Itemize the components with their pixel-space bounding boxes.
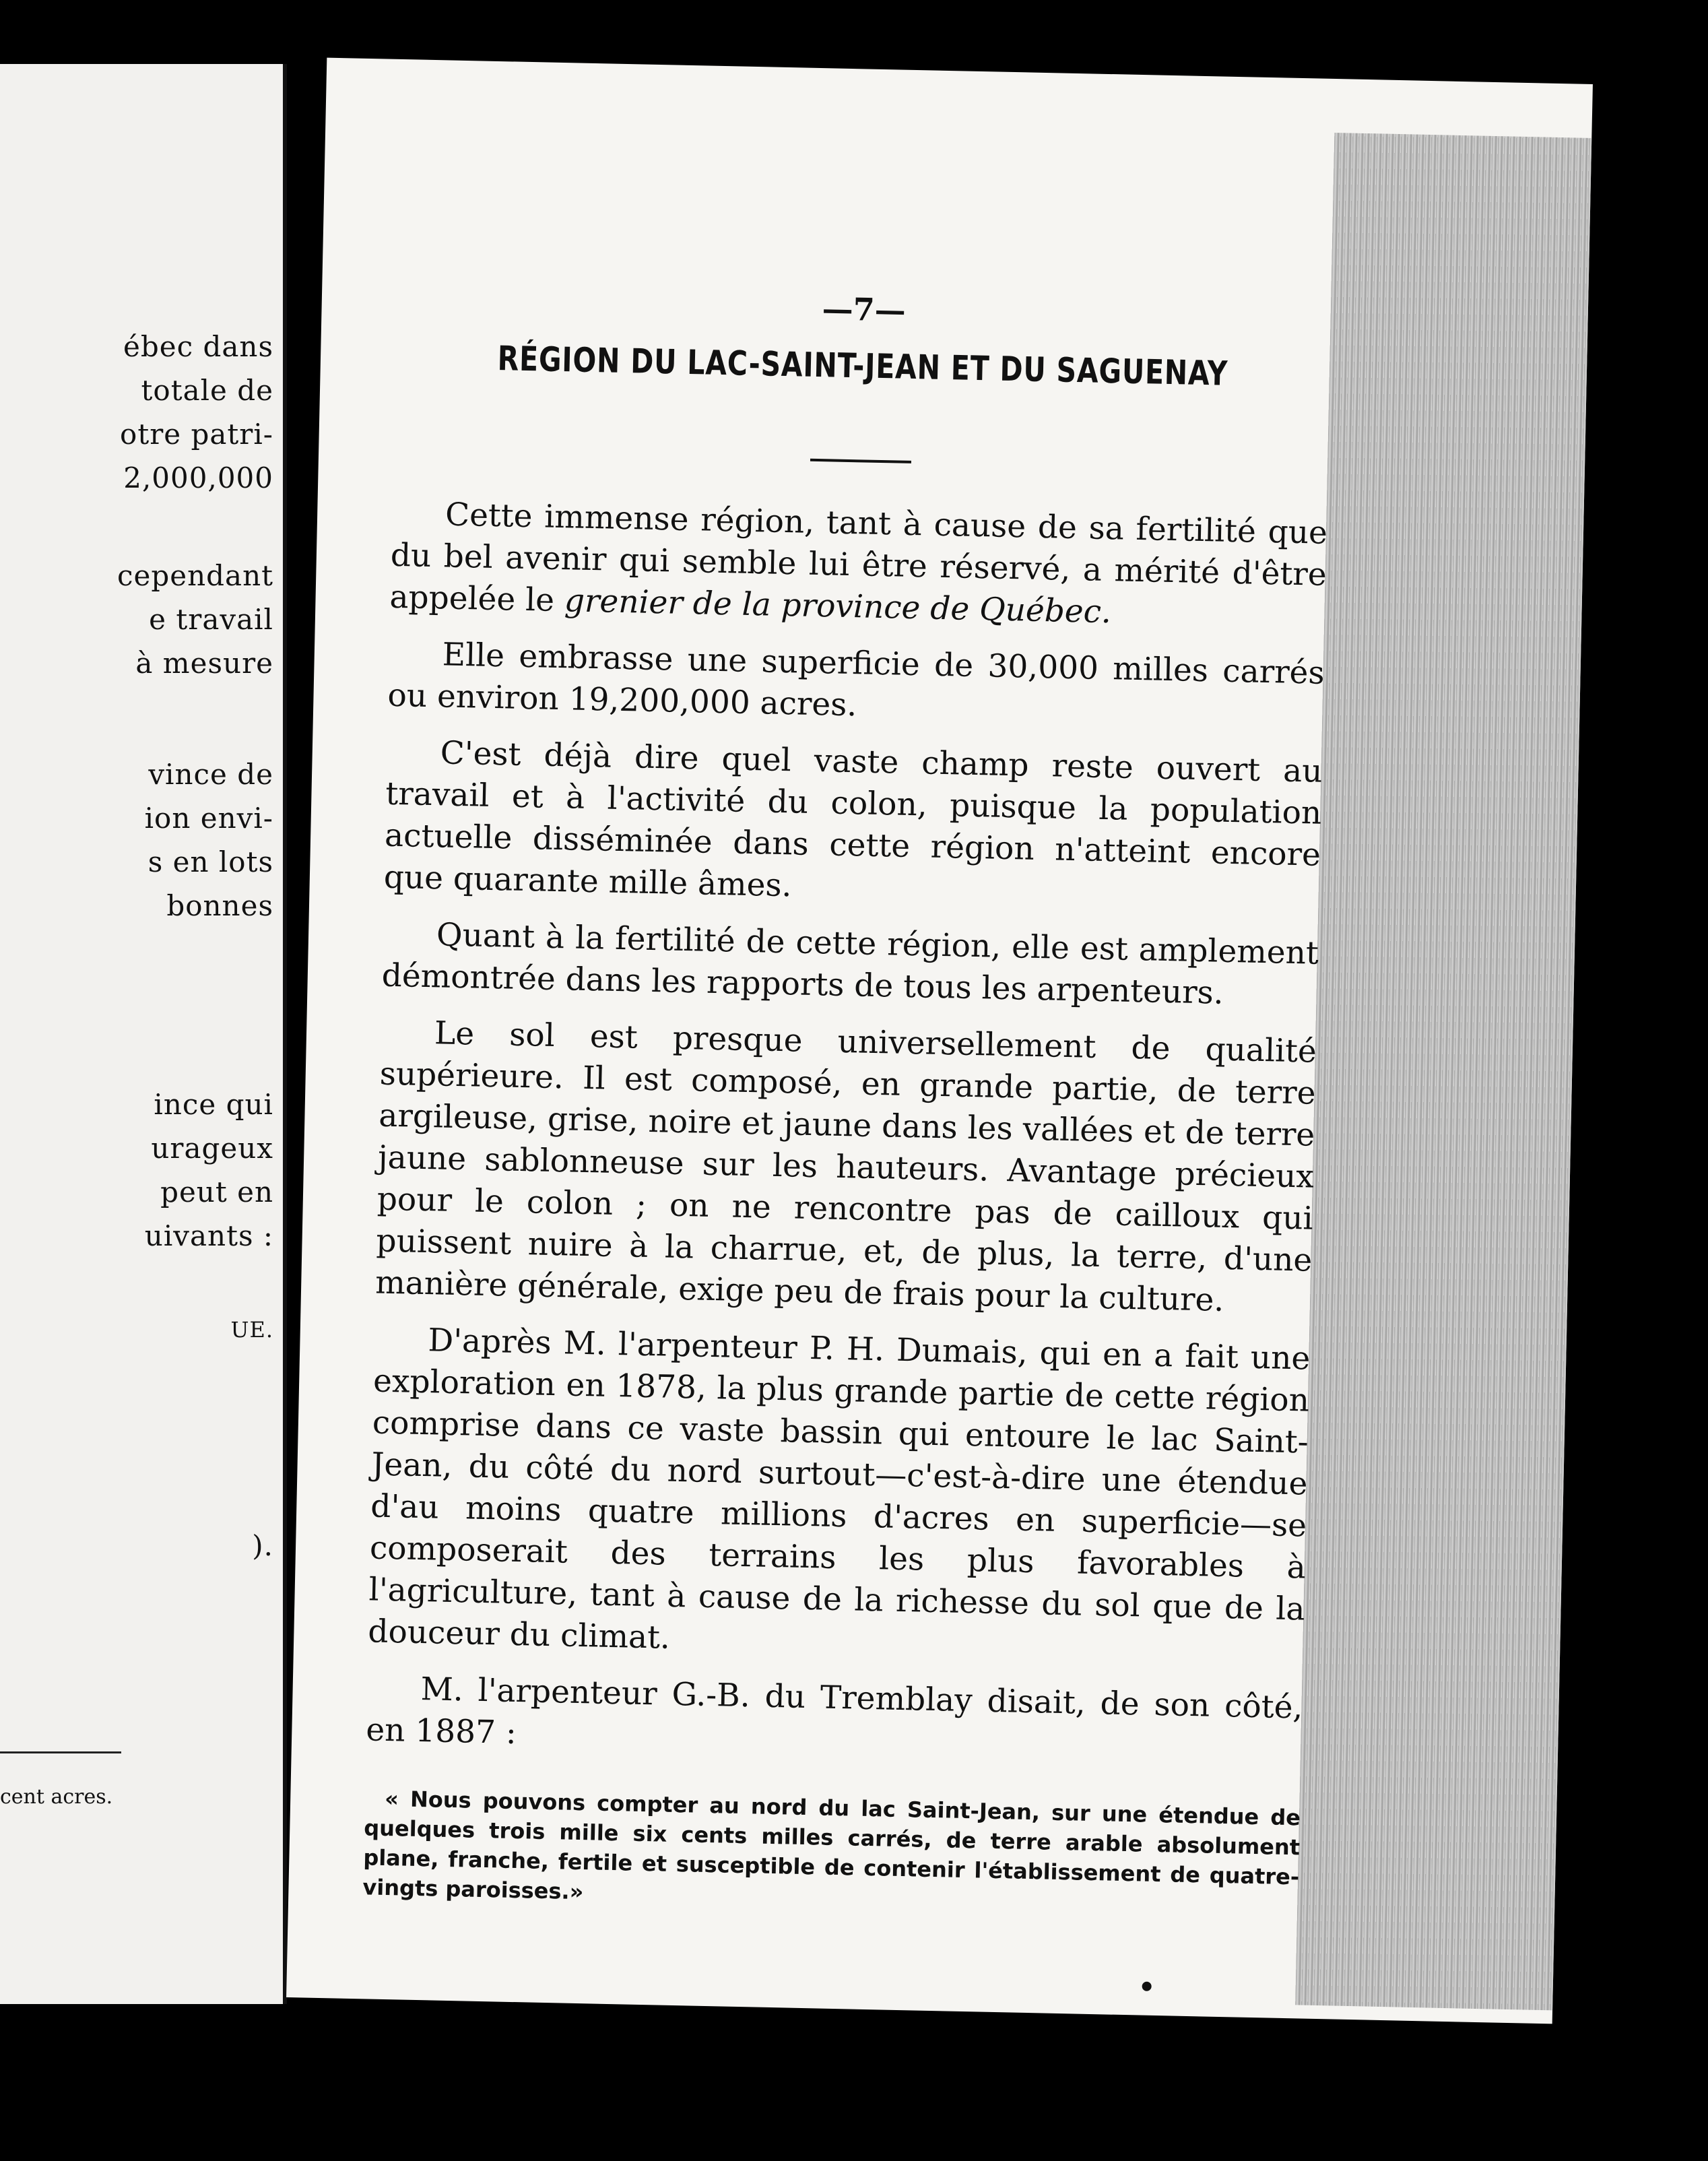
paragraph-text: Cette immense région, tant à cause de sa fertilité que du bel avenir qui semble lui être réservé, a mérité d'être appelée le	[389, 496, 1328, 620]
left-page-line: cependant	[117, 559, 273, 592]
left-page-line: bonnes	[166, 889, 273, 922]
paragraph: Le sol est presque universellement de qualité supérieure. Il est composé, en grande partie, de terre argileuse, grise, noire et jaune dans les vallées et de terre jaune sablonneuse sur les hauteurs. Avantage précieux pour le colon ; on ne rencontre pas de cailloux qui puissent nuire à la charrue, et, de plus, la terre, d'une manière générale, exige peu de frais pour la culture.	[374, 1014, 1317, 1319]
paragraph: D'après M. l'arpenteur P. H. Dumais, qui en a fait une exploration en 1878, la plus grande partie de cette région comprise dans ce vaste bassin qui entoure le lac Saint-Jean, du côté du nord surtout—c'est-à-dire une étendue d'au moins quatre millions d'acres en superficie—se composerait des terrains les plus favorables à l'agriculture, tant à cause de la richesse du sol que de la douceur du climat.	[367, 1322, 1311, 1656]
left-page-line: e travail	[149, 603, 273, 636]
paragraph: M. l'arpenteur G.-B. du Tremblay disait, de son côté, en 1887 :	[365, 1671, 1303, 1752]
left-page-line: urageux	[151, 1132, 273, 1165]
paragraph: C'est déjà dire quel vaste champ reste ouvert au travail et à l'activité du colon, puisque la population actuelle disséminée dans cette région n'atteint encore que quarante mille âmes.	[383, 734, 1323, 905]
left-page-line: ince qui	[154, 1088, 273, 1121]
page-title: RÉGION DU LAC-SAINT-JEAN ET DU SAGUENAY	[497, 339, 1228, 393]
left-page-line: vince de	[148, 758, 273, 791]
left-page-line: à mesure	[135, 647, 273, 680]
left-page-line: peut en	[160, 1175, 273, 1208]
left-page-line: 2,000,000	[123, 461, 273, 494]
ink-speck	[1142, 1982, 1152, 1991]
left-page-line: otre patri-	[120, 418, 273, 451]
italic-phrase: grenier de la province de Québec.	[564, 582, 1112, 631]
left-footnote-rule	[0, 1751, 121, 1753]
page-number: —7—	[822, 290, 907, 329]
left-page-line: ébec dans	[123, 330, 273, 363]
paragraph: Elle embrasse une superficie de 30,000 milles carrés ou environ 19,200,000 acres.	[387, 636, 1325, 724]
left-page-line: UE.	[230, 1317, 273, 1343]
left-page-line: ion envi-	[144, 802, 273, 835]
paragraph: Quant à la fertilité de cette région, elle est amplement démontrée dans les rapports de tous les arpenteurs.	[381, 916, 1319, 1012]
paragraph	[389, 493, 1328, 638]
left-page-line: uivants :	[144, 1219, 273, 1252]
previous-page	[0, 64, 287, 2004]
left-page-line: totale de	[141, 374, 273, 407]
page-content	[362, 282, 1332, 1922]
page-edges	[1295, 133, 1593, 2011]
left-page-line: s en lots	[147, 845, 273, 878]
left-footnote: cent acres.	[0, 1785, 113, 1809]
title-rule	[810, 459, 911, 463]
footnote-quote: « Nous pouvons compter au nord du lac Saint-Jean, sur une étendue de quelques trois mille six cents milles carrés, de terre arable absolument plane, franche, fertile et susceptible de contenir l'établissement de quatre-vingts paroisses.»	[362, 1785, 1301, 1905]
left-page-line: ).	[252, 1529, 273, 1562]
book-page	[286, 58, 1593, 2024]
